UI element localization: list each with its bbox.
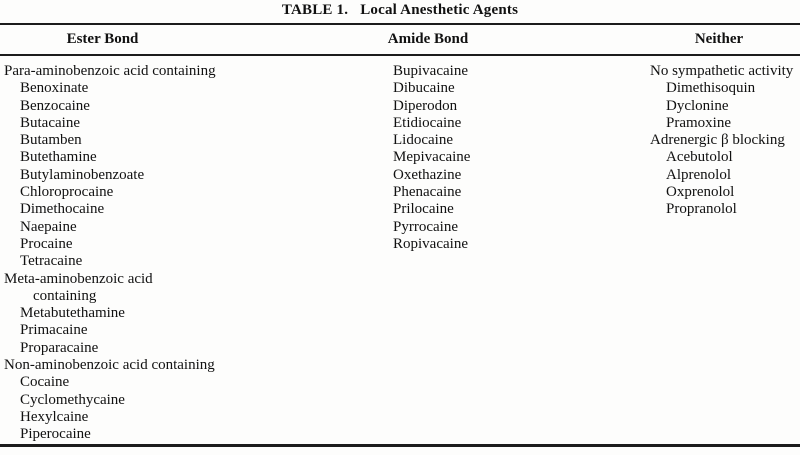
table-row: Oxprenolol [666,184,735,201]
table-row: Alprenolol [666,166,731,183]
table-row: Hexylcaine [20,408,89,425]
table-caption: Local Anesthetic Agents [360,2,519,18]
column-header-ester-bond: Ester Bond [66,31,139,47]
table-row: Primacaine [20,322,88,339]
table-row: Butamben [20,132,82,149]
table-row: Prilocaine [393,201,454,218]
table-row: Meta-aminobenzoic acid [4,270,153,287]
table-row: Proparacaine [20,339,99,356]
table-row: Etidiocaine [393,114,462,131]
table-row: Adrenergic β blocking [650,132,785,149]
table-row: Mepivacaine [393,149,471,166]
table-row: Benoxinate [20,80,89,97]
table-row: Cocaine [20,374,70,391]
table-row: Bupivacaine [393,63,468,79]
table-row: Diperodon [393,97,458,114]
header-rule [0,54,800,56]
table-row: Piperocaine [20,426,91,443]
table-row: Ropivacaine [393,235,468,252]
bottom-rule [0,444,800,447]
table-row: Pyrrocaine [393,218,458,235]
column-ester-bond [4,63,344,444]
column-header-amide-bond: Amide Bond [387,31,469,47]
top-rule [0,23,800,25]
table-row: Oxethazine [393,166,462,183]
table-row: Non-aminobenzoic acid containing [4,357,215,374]
table-row: Naepaine [20,218,77,235]
table-row: Metabutethamine [20,305,125,322]
table-row: Chloroprocaine [20,184,114,201]
table-row: No sympathetic activity [650,63,794,79]
table-number: TABLE 1. [281,2,349,18]
table-row: Acebutolol [666,149,733,166]
table-row: Dimethisoquin [666,80,756,97]
table-title [0,2,800,19]
table-row: Tetracaine [20,253,83,270]
table-row: Butethamine [20,149,97,166]
column-header-neither: Neither [694,31,744,47]
table-row: Propranolol [666,201,737,218]
table-row: Dibucaine [393,80,455,97]
table-row: Lidocaine [393,132,453,149]
table-row: Benzocaine [20,97,90,114]
table-row: Butacaine [20,114,80,131]
column-amide-bond [393,63,618,253]
table-row: Dyclonine [666,97,729,114]
table-row: Procaine [20,235,73,252]
table-row: Cyclomethycaine [20,391,125,408]
table-row: Phenacaine [393,184,462,201]
table-row: Butylaminobenzoate [20,166,145,183]
table-row: Dimethocaine [20,201,105,218]
table-row: Para-aminobenzoic acid containing [4,63,216,79]
column-neither [650,63,798,219]
table-row: Pramoxine [666,114,731,131]
table-row: containing [33,287,97,304]
